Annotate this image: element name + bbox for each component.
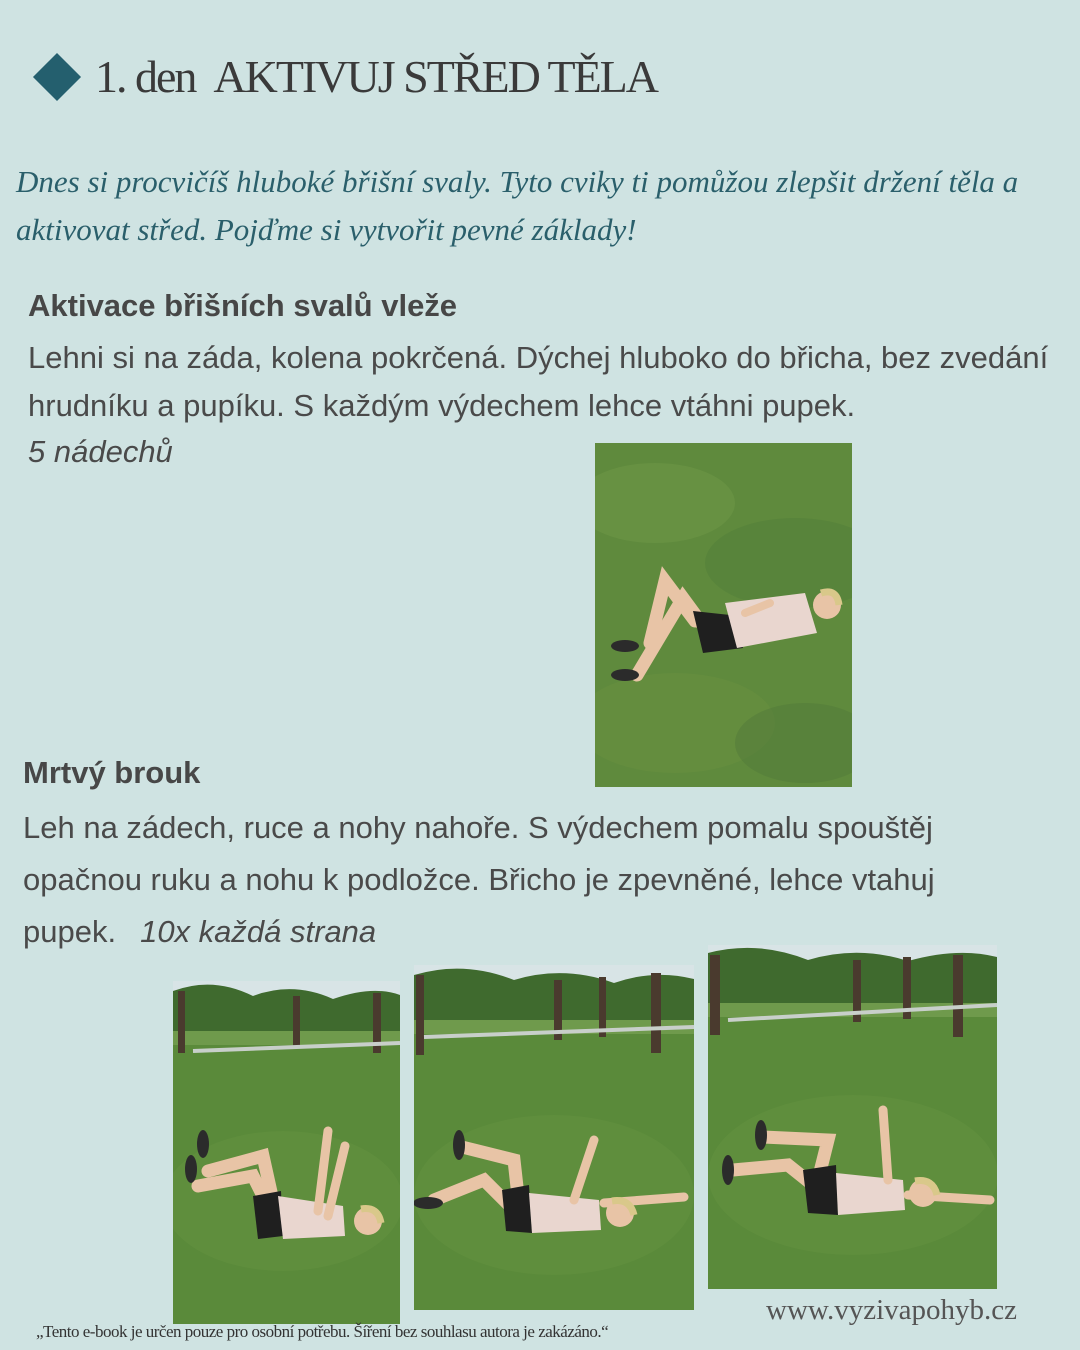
- exercise-2-photo-2: [414, 965, 694, 1310]
- page-title: [95, 50, 657, 103]
- diamond-bullet-icon: [33, 53, 81, 101]
- exercise-2-description-text: Leh na zádech, ruce a nohy nahoře. S výdechem pomalu spouštěj opačnou ruku a nohu k podložce. Břicho je zpevněné, lehce vtahuj pupek.: [23, 810, 935, 949]
- exercise-1-description: Lehni si na záda, kolena pokrčená. Dýchej hluboko do břicha, bez zvedání hrudníku a pupíku. S každým výdechem lehce vtáhni pupek.: [28, 340, 1049, 423]
- exercise-2-photo-1: [173, 981, 400, 1324]
- website-url: www.vyzivapohyb.cz: [766, 1294, 1017, 1326]
- exercise-2-reps: 10x každá strana: [140, 914, 377, 949]
- exercise-2-description: [23, 802, 1033, 958]
- title-text: AKTIVUJ STŘED TĚLA: [213, 51, 657, 102]
- exercise-1-title: Aktivace břišních svalů vleže: [28, 288, 458, 323]
- day-label: 1. den: [95, 51, 196, 102]
- exercise-1-reps: 5 nádechů: [28, 434, 173, 469]
- copyright-note: „Tento e-book je určen pouze pro osobní potřebu. Šíření bez souhlasu autora je zakázáno.“: [36, 1322, 609, 1341]
- exercise-2-title: Mrtvý brouk: [23, 755, 201, 790]
- intro-text: Dnes si procvičíš hluboké břišní svaly. Tyto cviky ti pomůžou zlepšit držení těla a aktivovat střed. Pojďme si vytvořit pevné základy!: [16, 164, 1019, 247]
- exercise-2-photo-3: [708, 945, 997, 1289]
- exercise-1-photo: [595, 443, 852, 787]
